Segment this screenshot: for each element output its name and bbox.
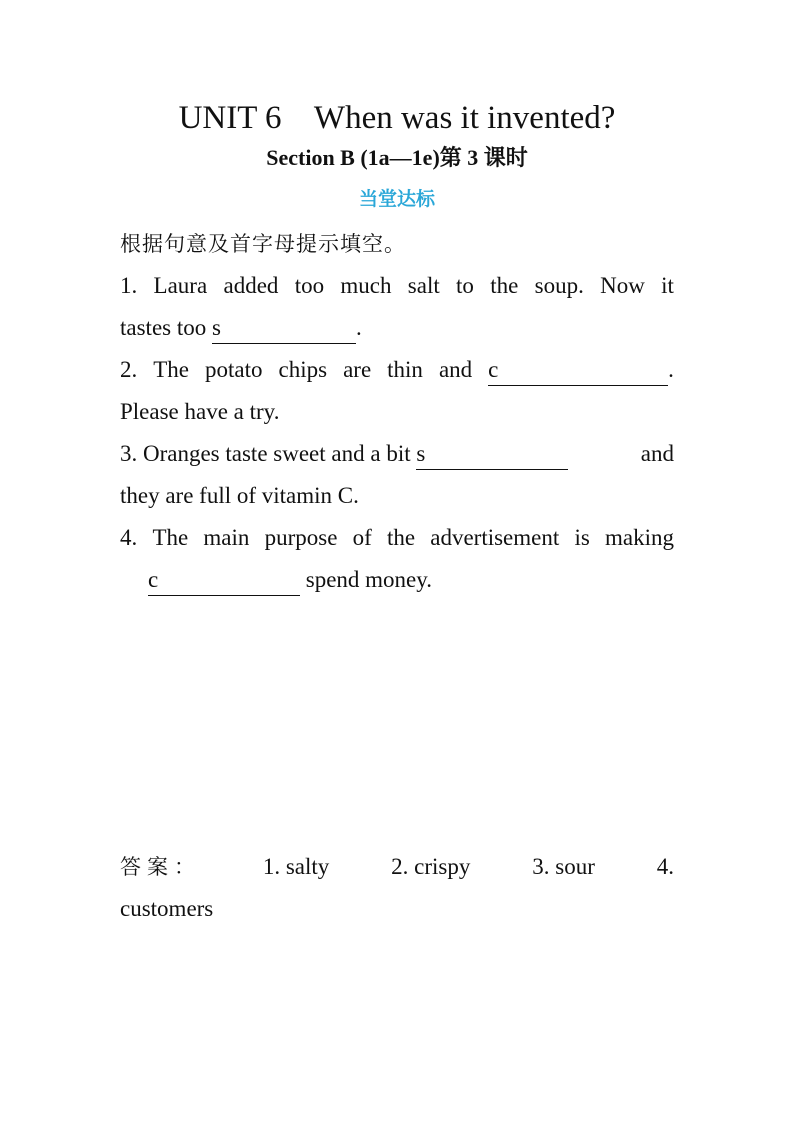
question-2-line-1	[120, 349, 674, 391]
word: are	[343, 357, 372, 382]
blank-group	[120, 433, 568, 475]
question-4-line-2	[120, 559, 674, 601]
word: is	[574, 525, 590, 550]
answer-item: 1. salty	[262, 854, 330, 879]
answer-blank[interactable]: c	[488, 355, 668, 386]
word: 2.	[120, 357, 138, 382]
question-2-line-2: Please have a try.	[120, 399, 280, 424]
lesson-subtitle: Section B (1a—1e)第 3 课时	[266, 145, 528, 170]
answer-item: 2. crispy	[391, 854, 471, 879]
punctuation: .	[356, 315, 362, 340]
word: main	[203, 525, 250, 550]
answer-label: 答案：	[120, 855, 201, 879]
word: and	[438, 357, 473, 382]
instruction-text: 根据句意及首字母提示填空。	[120, 232, 406, 256]
blank-group	[488, 349, 674, 391]
word: purpose	[264, 525, 338, 550]
word: The	[152, 525, 189, 550]
page-title: UNIT 6 When was it invented?	[178, 100, 616, 136]
question-1-line-2	[120, 307, 674, 349]
word: to	[456, 273, 474, 298]
question-3-line-2: they are full of vitamin C.	[120, 483, 359, 508]
answer-blank[interactable]: s	[212, 313, 356, 344]
exercise-body	[120, 223, 674, 601]
answer-blank[interactable]: c	[148, 565, 300, 596]
word: Now	[600, 273, 645, 298]
word: Laura	[153, 273, 208, 298]
answer-item: 4.	[656, 854, 674, 879]
word: making	[604, 525, 674, 550]
word: 1.	[120, 273, 138, 298]
question-text: spend money.	[300, 567, 433, 592]
word: salt	[407, 273, 440, 298]
answer-key-line-2: customers	[120, 896, 214, 921]
question-3-line-1	[120, 433, 674, 475]
answer-key-line-1	[120, 846, 674, 888]
answer-key	[120, 846, 674, 930]
word: The	[153, 357, 190, 382]
question-4-line-1	[120, 517, 674, 559]
question-text: 3. Oranges taste sweet and a bit	[120, 441, 417, 466]
word: thin	[387, 357, 423, 382]
section-heading: 当堂达标	[358, 188, 435, 210]
word: the	[490, 273, 519, 298]
word: advertisement	[430, 525, 560, 550]
punctuation: .	[668, 357, 674, 382]
word: added	[223, 273, 279, 298]
word: much	[340, 273, 392, 298]
word: of	[352, 525, 372, 550]
answer-blank[interactable]: s	[416, 439, 568, 470]
answer-item: 3. sour	[532, 854, 595, 879]
word: potato	[205, 357, 263, 382]
question-text: tastes too	[120, 315, 212, 340]
word: and	[640, 441, 674, 466]
word: too	[294, 273, 325, 298]
word: soup.	[534, 273, 584, 298]
question-1-line-1	[120, 265, 674, 307]
word: the	[386, 525, 416, 550]
word: it	[661, 273, 674, 298]
word: chips	[278, 357, 328, 382]
word: 4.	[120, 525, 138, 550]
